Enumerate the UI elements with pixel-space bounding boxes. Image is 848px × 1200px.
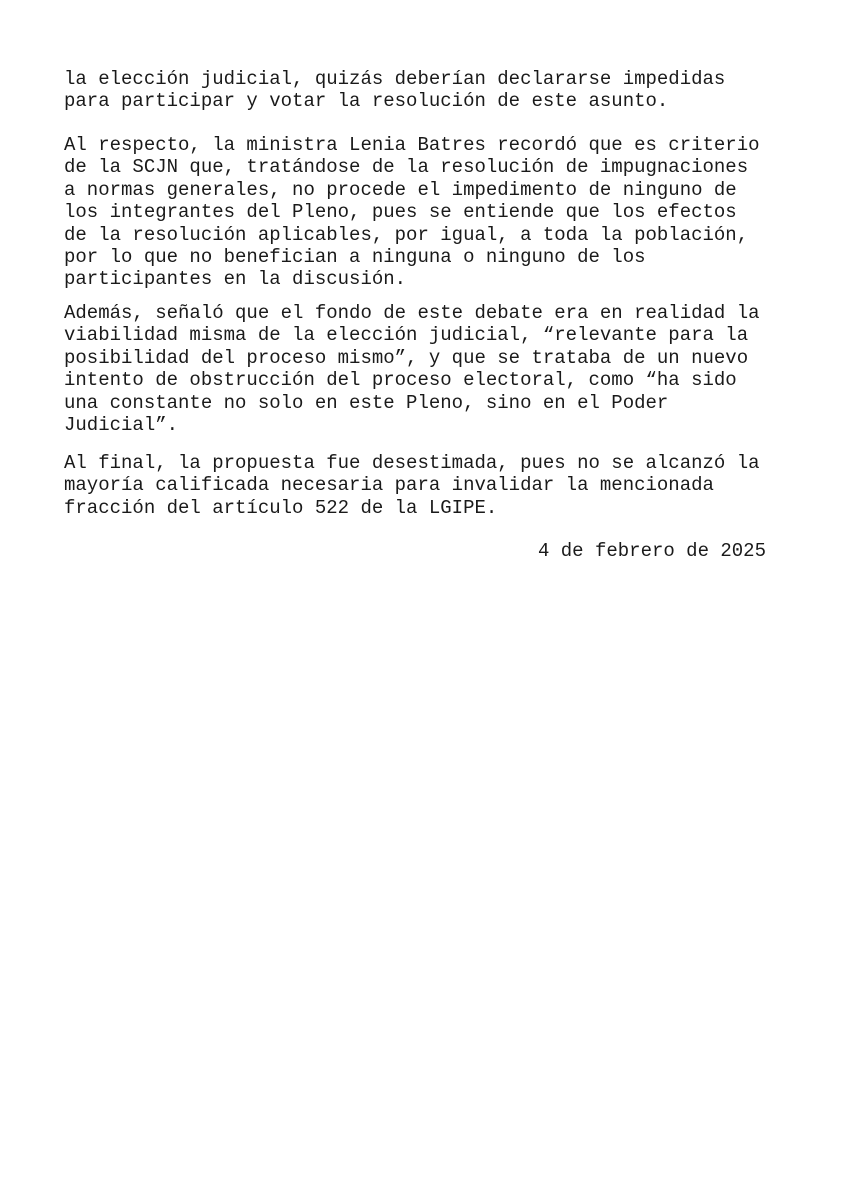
paragraph-3 (64, 302, 774, 436)
paragraph-line: fracción del artículo 522 de la LGIPE. (64, 496, 498, 519)
paragraph-line: Además, señaló que el fondo de este debate era en realidad la (64, 302, 760, 324)
paragraph-line: de la resolución aplicables, por igual, a toda la población, (64, 223, 749, 246)
paragraph-4 (64, 452, 774, 519)
paragraph-line: de la SCJN que, tratándose de la resolución de impugnaciones (64, 156, 749, 179)
paragraph-line: una constante no solo en este Pleno, sino en el Poder (64, 391, 669, 414)
paragraph-line: participantes en la discusión. (64, 268, 407, 291)
paragraph-line: mayoría calificada necesaria para invalidar la mencionada (64, 474, 714, 497)
paragraph-line: Al final, la propuesta fue desestimada, pues no se alcanzó la (64, 452, 760, 474)
paragraph-line: los integrantes del Pleno, pues se entiende que los efectos (64, 201, 737, 224)
paragraph-line: Al respecto, la ministra Lenia Batres recordó que es criterio (64, 134, 760, 156)
paragraph-line: Judicial”. (64, 414, 179, 437)
paragraph-line: por lo que no benefician a ninguna o ninguno de los (64, 246, 646, 269)
paragraph-1 (64, 68, 774, 113)
paragraph-line: la elección judicial, quizás deberían declararse impedidas (64, 68, 726, 90)
paragraph-line: para participar y votar la resolución de este asunto. (64, 90, 669, 113)
paragraph-2 (64, 134, 774, 291)
paragraph-line: viabilidad misma de la elección judicial, “relevante para la (64, 324, 749, 347)
paragraph-line: posibilidad del proceso mismo”, y que se trataba de un nuevo (64, 346, 749, 369)
paragraph-line: a normas generales, no procede el impedimento de ninguno de (64, 178, 737, 201)
paragraph-line: intento de obstrucción del proceso electoral, como “ha sido (64, 369, 737, 392)
document-date: 4 de febrero de 2025 (537, 540, 766, 562)
